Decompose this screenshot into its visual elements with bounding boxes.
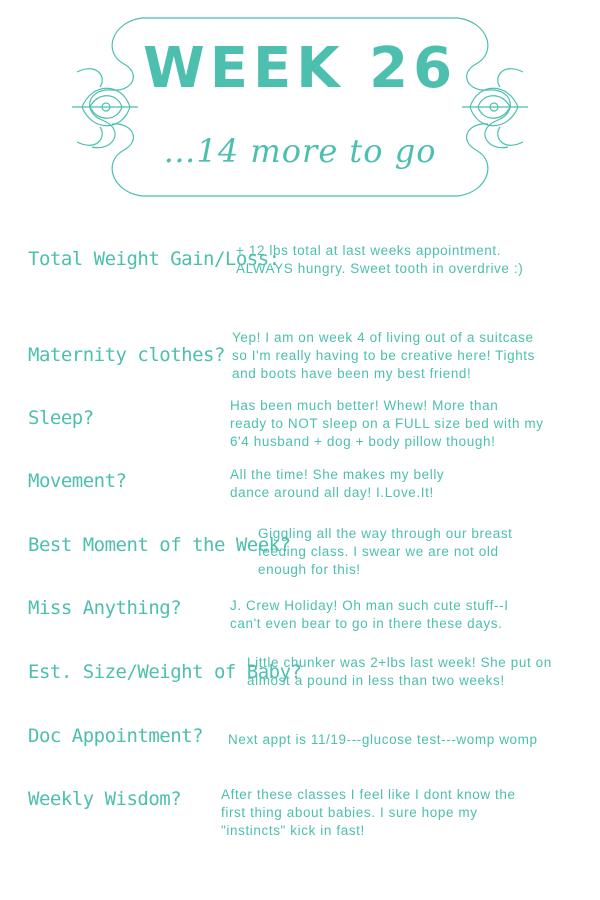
question-miss-anything: Miss Anything? (28, 597, 182, 619)
answer-line: feeding class. I swear we are not old (258, 544, 499, 559)
answer-line: ALWAYS hungry. Sweet tooth in overdrive :) (236, 261, 524, 276)
answer-weekly-wisdom (221, 786, 516, 840)
answer-line: enough for this! (258, 562, 361, 577)
answer-line: can't even bear to go in there these days. (230, 616, 503, 631)
answer-line: and boots have been my best friend! (232, 366, 472, 381)
question-weight: Total Weight Gain/Loss: (28, 248, 280, 270)
question-best-moment: Best Moment of the Week? (28, 534, 291, 556)
answer-weight (236, 242, 523, 278)
answer-line: ready to NOT sleep on a FULL size bed with my (230, 416, 544, 431)
answer-line: After these classes I feel like I dont know the (221, 787, 516, 802)
page-subtitle: …14 more to go (163, 132, 437, 170)
answer-line: + 12 lbs total at last weeks appointment. (236, 243, 502, 258)
answer-miss-anything (230, 597, 509, 633)
answer-doc-appointment (228, 731, 538, 749)
question-baby-size: Est. Size/Weight of Baby? (28, 661, 302, 683)
answer-best-moment (258, 525, 513, 579)
answer-line: dance around all day! I.Love.It! (230, 485, 434, 500)
question-doc-appointment: Doc Appointment? (28, 725, 204, 747)
question-sleep: Sleep? (28, 407, 94, 429)
question-movement: Movement? (28, 470, 127, 492)
header-frame (72, 12, 528, 202)
answer-line: Giggling all the way through our breast (258, 526, 513, 541)
question-maternity-clothes: Maternity clothes? (28, 344, 225, 366)
page-title-text: WEEK 26 (142, 36, 458, 101)
answer-sleep (230, 397, 544, 451)
page-title (72, 36, 528, 101)
answer-line: All the time! She makes my belly (230, 467, 445, 482)
answer-line: Little chunker was 2+lbs last week! She put on (247, 655, 552, 670)
answer-maternity-clothes (232, 329, 535, 383)
answer-line: almost a pound in less than two weeks! (247, 673, 505, 688)
answer-baby-size (247, 654, 552, 690)
answer-line: Has been much better! Whew! More than (230, 398, 499, 413)
answer-movement (230, 466, 444, 502)
answer-line: J. Crew Holiday! Oh man such cute stuff--I (230, 598, 509, 613)
answer-line: Next appt is 11/19---glucose test---womp womp (228, 732, 538, 747)
answer-line: so I'm really having to be creative here! Tights (232, 348, 536, 363)
answer-line: first thing about babies. I sure hope my (221, 805, 478, 820)
question-weekly-wisdom: Weekly Wisdom? (28, 788, 182, 810)
answer-line: 6'4 husband + dog + body pillow though! (230, 434, 496, 449)
answer-line: "instincts" kick in fast! (221, 823, 365, 838)
answer-line: Yep! I am on week 4 of living out of a suitcase (232, 330, 534, 345)
